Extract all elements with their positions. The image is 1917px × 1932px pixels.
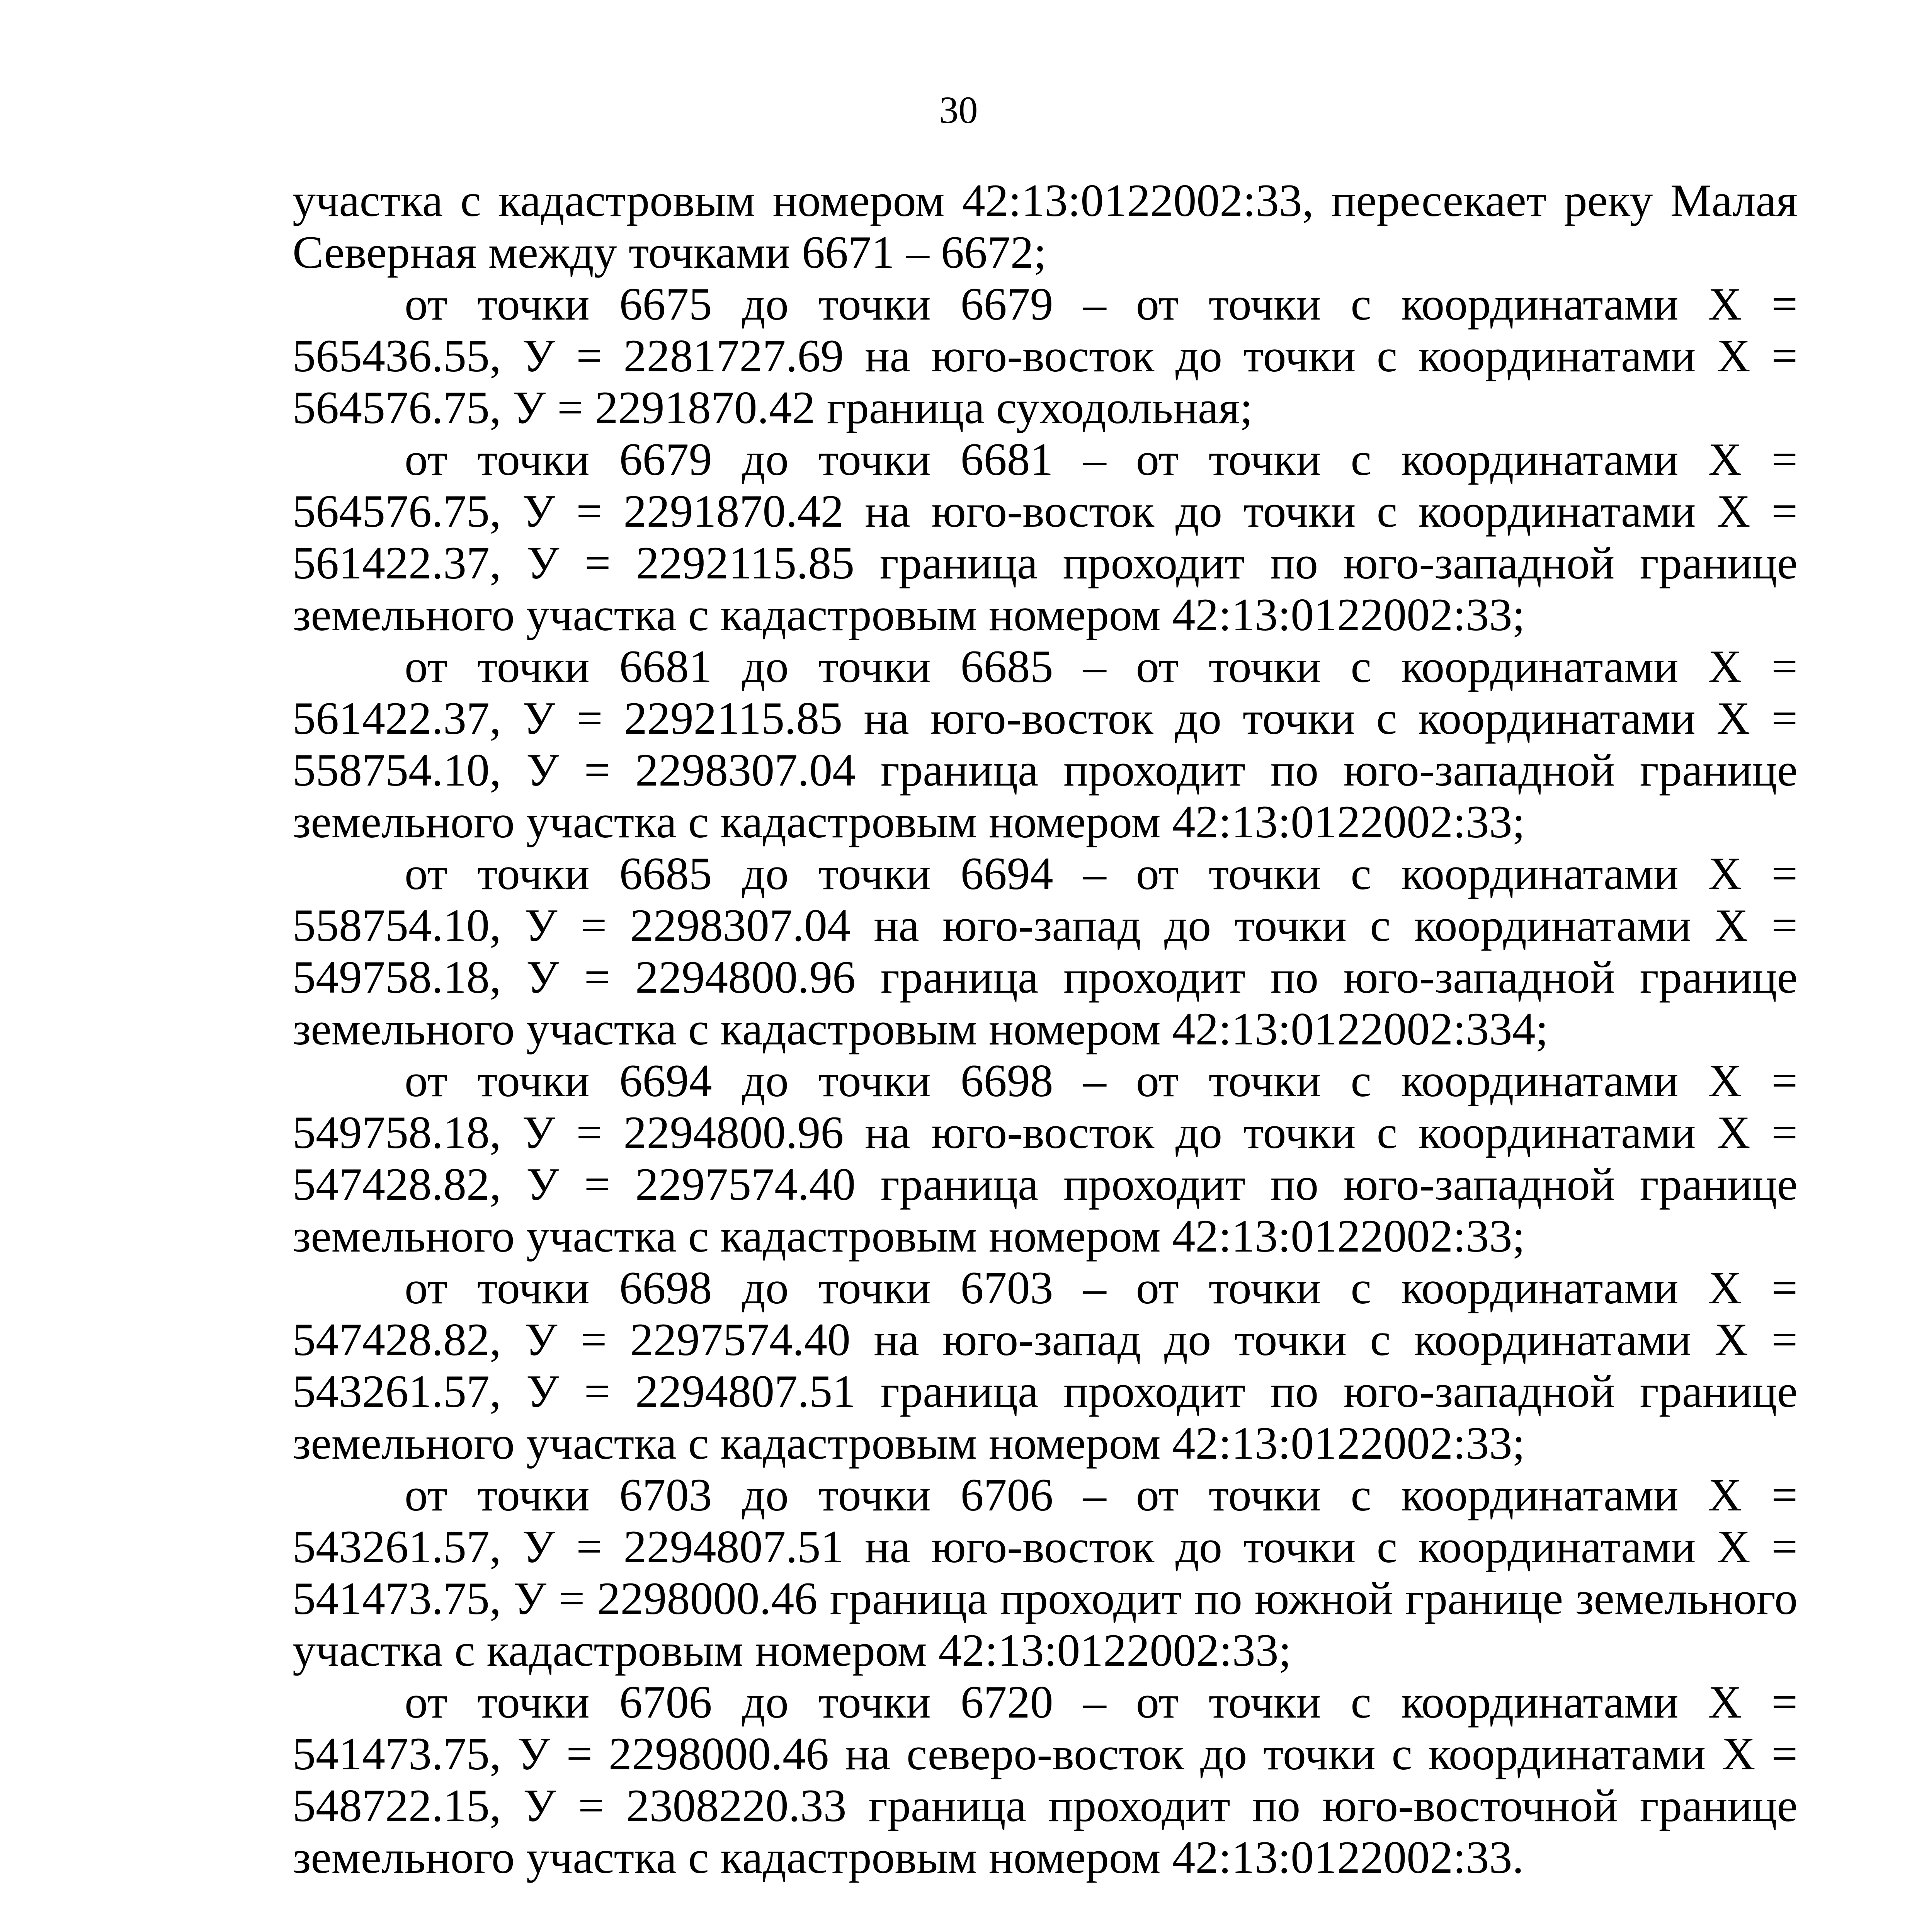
paragraph: от точки 6698 до точки 6703 – от точки с координатами Х = 547428.82, У = 2297574.40 на юго-запад до точки с координатами Х = 543261.57, У = 2294807.51 граница проходит по юго-западной границе земельного участка с кадастровым номером 42:13:0122002:33; [293, 1262, 1798, 1469]
paragraph: от точки 6675 до точки 6679 – от точки с координатами Х = 565436.55, У = 2281727.69 на юго-восток до точки с координатами Х = 564576.75, У = 2291870.42 граница суходольная; [293, 278, 1798, 433]
paragraph: от точки 6706 до точки 6720 – от точки с координатами Х = 541473.75, У = 2298000.46 на северо-восток до точки с координатами Х = 548722.15, У = 2308220.33 граница проходит по юго-восточной границе земельного участка с кадастровым номером 42:13:0122002:33. [293, 1676, 1798, 1883]
paragraph: от точки 6679 до точки 6681 – от точки с координатами Х = 564576.75, У = 2291870.42 на юго-восток до точки с координатами Х = 561422.37, У = 2292115.85 граница проходит по юго-западной границе земельного участка с кадастровым номером 42:13:0122002:33; [293, 434, 1798, 640]
paragraph: от точки 6685 до точки 6694 – от точки с координатами Х = 558754.10, У = 2298307.04 на юго-запад до точки с координатами Х = 549758.18, У = 2294800.96 граница проходит по юго-западной границе земельного участка с кадастровым номером 42:13:0122002:334; [293, 848, 1798, 1054]
page-number: 30 [939, 88, 978, 131]
document-body [293, 175, 1798, 1932]
paragraph: от точки 6694 до точки 6698 – от точки с координатами Х = 549758.18, У = 2294800.96 на юго-восток до точки с координатами Х = 547428.82, У = 2297574.40 граница проходит по юго-западной границе земельного участка с кадастровым номером 42:13:0122002:33; [293, 1055, 1798, 1262]
paragraph: от точки 6681 до точки 6685 – от точки с координатами Х = 561422.37, У = 2292115.85 на юго-восток до точки с координатами Х = 558754.10, У = 2298307.04 граница проходит по юго-западной границе земельного участка с кадастровым номером 42:13:0122002:33; [293, 641, 1798, 847]
paragraph: участка с кадастровым номером 42:13:0122002:33, пересекает реку Малая Северная между точками 6671 – 6672; [293, 175, 1798, 278]
paragraph: от точки 6703 до точки 6706 – от точки с координатами Х = 543261.57, У = 2294807.51 на юго-восток до точки с координатами Х = 541473.75, У = 2298000.46 граница проходит по южной границе земельного участка с кадастровым номером 42:13:0122002:33; [293, 1469, 1798, 1676]
spacer [293, 1883, 1798, 1932]
